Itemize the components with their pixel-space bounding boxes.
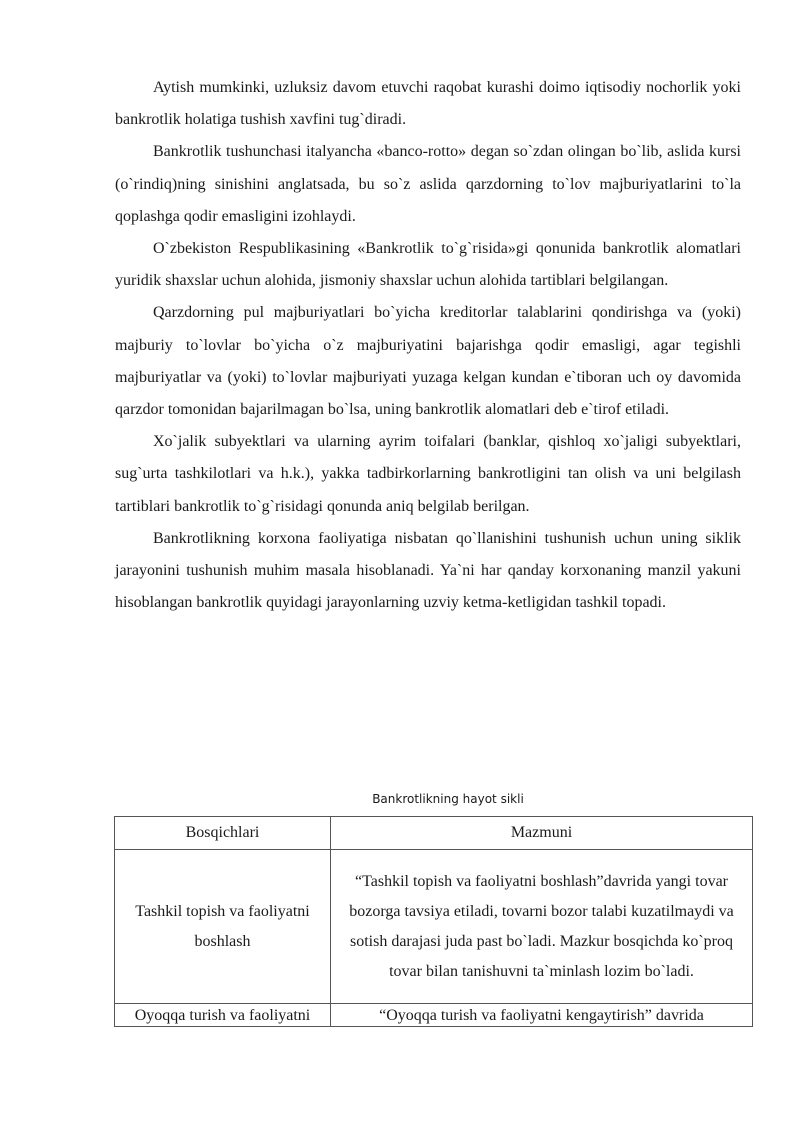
paragraph: Aytish mumkinki, uzluksiz davom etuvchi raqobat kurashi doimo iqtisodiy nochorlik yoki bankrotlik holatiga tushish xavfini tug`diradi. <box>115 79 741 129</box>
paragraph: Bankrotlikning korxona faoliyatiga nisbatan qo`llanishini tushunish uchun uning siklik jarayonini tushunish muhim masala hisoblanadi. Ya`ni har qanday korxonaning manzil yakuni hisoblangan bankrotlik quyidagi jarayonlarning uzviy ketma-ketligidan tashkil topadi. <box>115 529 741 612</box>
column-header-stages: Bosqichlari <box>115 817 331 850</box>
stage-cell: Oyoqqa turish va faoliyatni <box>115 1004 331 1027</box>
table-header-row <box>115 817 753 850</box>
content-cell: “Tashkil topish va faoliyatni boshlash”davrida yangi tovar bozorga tavsiya etiladi, tovarni bozor talabi kuzatilmaydi va sotish darajasi juda past bo`ladi. Mazkur bosqichda ko`proq tovar bilan tanishuvni ta`minlash lozim bo`ladi. <box>331 850 753 1004</box>
content-cell: “Oyoqqa turish va faoliyatni kengaytirish” davrida <box>331 1004 753 1027</box>
table-caption: Bankrotlikning hayot sikli <box>372 792 524 806</box>
table-row <box>115 1004 753 1027</box>
paragraph: O`zbekiston Respublikasining «Bankrotlik to`g`risida»gi qonunida bankrotlik alomatlari yuridik shaxslar uchun alohida, jismoniy shaxslar uchun alohida tartiblari belgilangan. <box>115 240 741 290</box>
column-header-content: Mazmuni <box>331 817 753 850</box>
table-row <box>115 850 753 1004</box>
paragraph: Qarzdorning pul majburiyatlari bo`yicha kreditorlar talablarini qondirishga va (yoki) majburiy to`lovlar bo`yicha o`z majburiyatini bajarishga qodir emasligi, agar tegishli majburiyatlar va (yoki) to`lovlar majburiyati yuzaga kelgan kundan e`tiboran uch oy davomida qarzdor tomonidan bajarilmagan bo`lsa, uning bankrotlik alomatlari deb e`tirof etiladi. <box>115 304 741 419</box>
lifecycle-table <box>114 816 753 1027</box>
paragraph: Xo`jalik subyektlari va ularning ayrim toifalari (banklar, qishloq xo`jaligi subyektlari, sug`urta tashkilotlari va h.k.), yakka tadbirkorlarning bankrotligini tan olish va uni belgilash tartiblari bankrotlik to`g`risidagi qonunda aniq belgilab berilgan. <box>115 433 741 515</box>
stage-cell: Tashkil topish va faoliyatni boshlash <box>115 850 331 1004</box>
body-text <box>115 72 741 619</box>
paragraph: Bankrotlik tushunchasi italyancha «banco-rotto» degan so`zdan olingan bo`lib, aslida kursi (o`rindiq)ning sinishini anglatsada, bu so`z aslida qarzdorning to`lov majburiyatlarini to`la qoplashga qodir emasligini izohlaydi. <box>115 143 741 225</box>
